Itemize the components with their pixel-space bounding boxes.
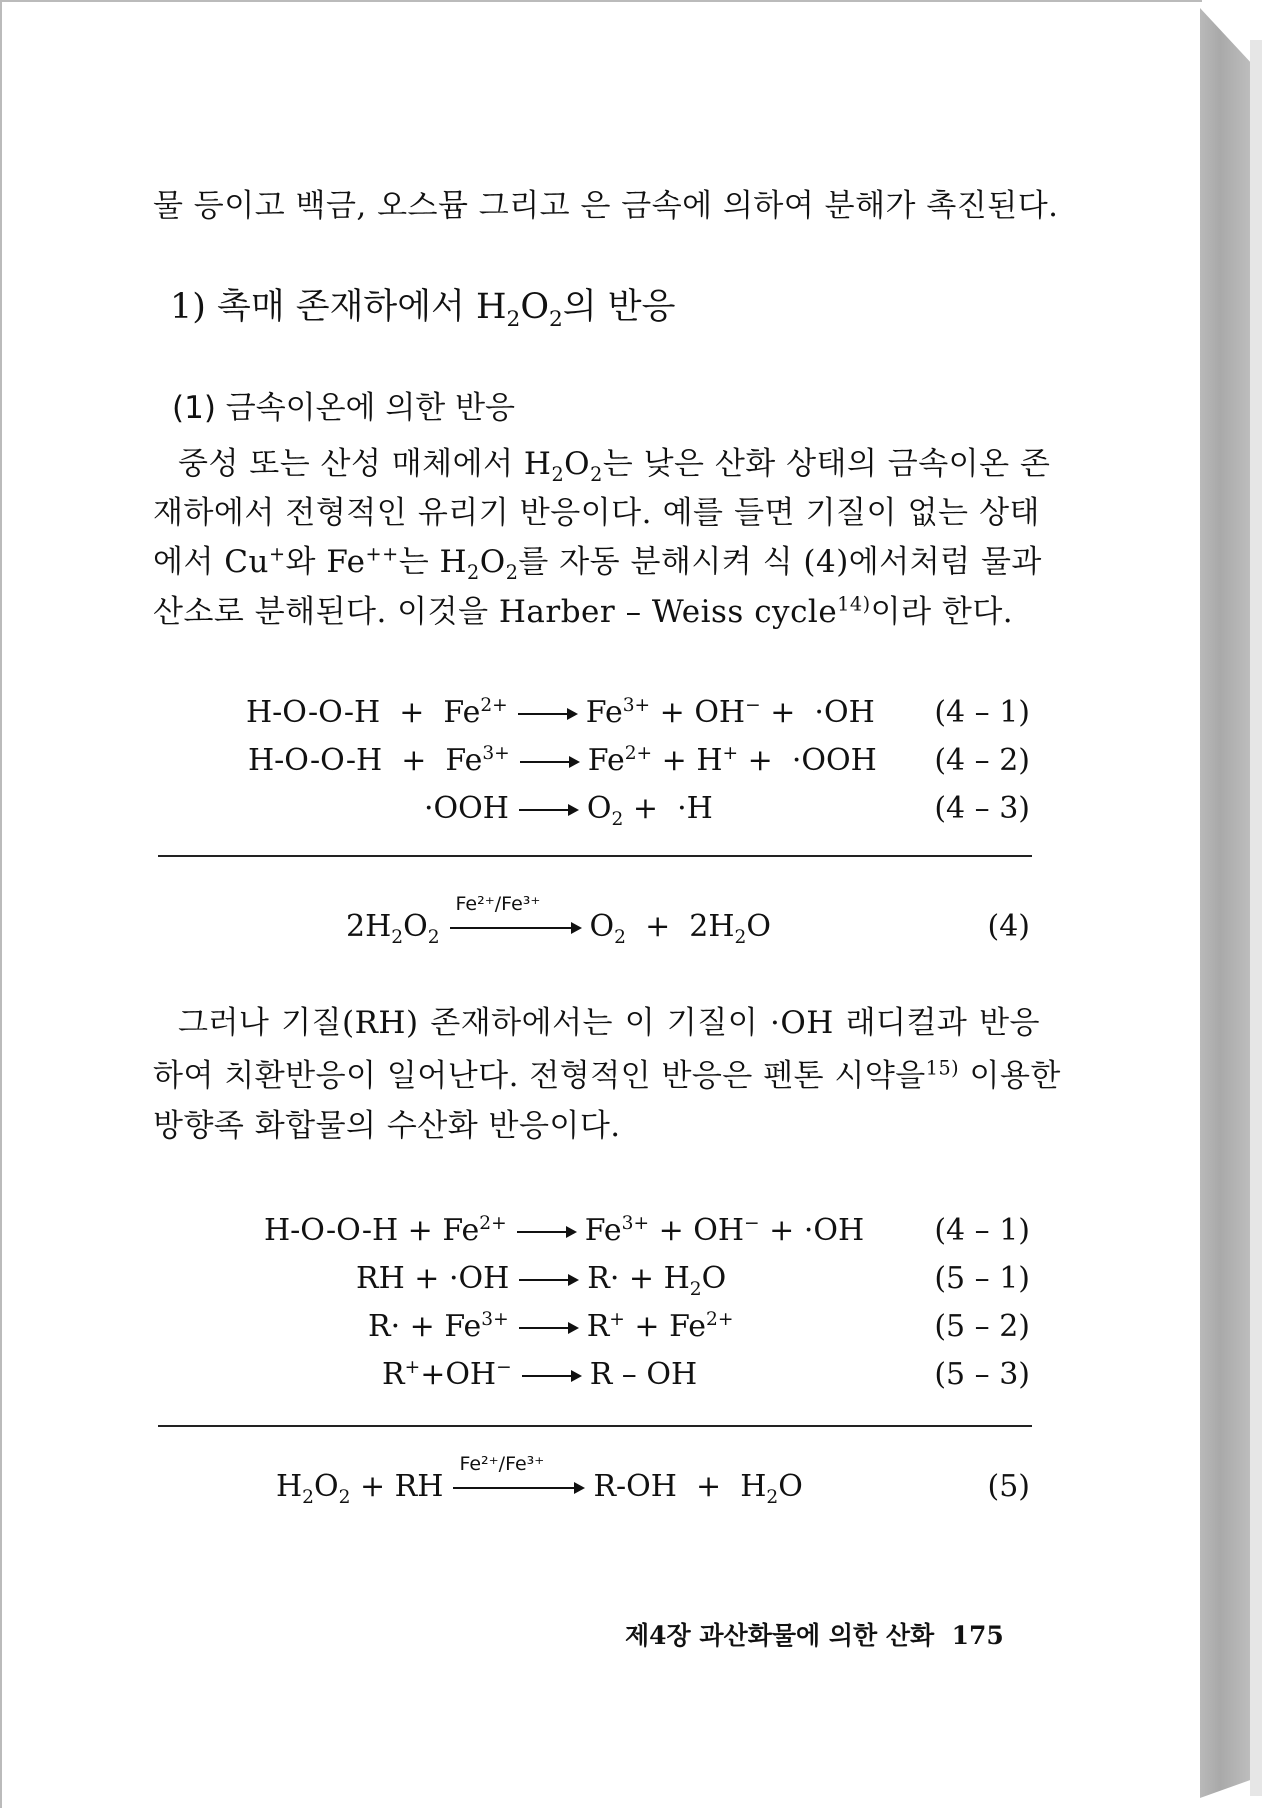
reaction-4-1: $H-O-O-H + Fe^{2+}$ $Fe^{3+} + OH^- + \cdot OH$: [246, 695, 875, 730]
footnote-ref: 15): [925, 1056, 960, 1080]
reaction-5-1: RH + ·OH $R\cdot + H_2O$: [356, 1261, 727, 1300]
reaction-arrow: [520, 761, 578, 763]
equation-number: (5 – 1): [934, 1261, 1030, 1296]
paragraph-1-line-3: 에서 Cu+와 Fe++는 $H_2O_2$를 자동 분해시켜 식 (4)에서처럼 물과: [153, 542, 1042, 585]
footnote-ref: 14): [837, 592, 871, 616]
catalyzed-arrow: [453, 1453, 583, 1489]
equation-number: (4 – 1): [934, 695, 1030, 730]
equation-number: (4 – 2): [934, 743, 1030, 778]
reaction-4-2: $H-O-O-H + Fe^{3+}$ $Fe^{2+} + H^+ + \cdot OOH$: [248, 743, 877, 778]
reaction-arrow: [517, 1231, 575, 1233]
catalyzed-arrow: [450, 893, 580, 929]
equation-number: (5 – 2): [934, 1309, 1030, 1344]
paragraph-1-line-4: 산소로 분해된다. 이것을 Harber – Weiss cycle$^{14)}$이라 한다.: [153, 592, 1014, 630]
reaction-arrow: [519, 1279, 577, 1281]
intro-line: [153, 186, 1059, 226]
section-heading: 1) 촉매 존재하에서 $H_2O_2$의 반응: [170, 287, 676, 332]
chapter-title: 제4장 과산화물에 의한 산화: [625, 1621, 935, 1650]
reaction-4-3: ·OOH $O_2 + \cdot H$: [424, 791, 713, 830]
reaction-4-1-repeat: $H-O-O-H + Fe^{2+}$ $Fe^{3+} + OH^- + \cdot OH$: [264, 1213, 865, 1248]
reaction-arrow: [519, 1327, 577, 1329]
equation-number: (4): [987, 909, 1030, 944]
catalyst-label: Fe²⁺/Fe³⁺: [459, 1453, 545, 1475]
reaction-5-3: R++OH− R – OH: [382, 1357, 698, 1392]
equation-number: (5 – 3): [934, 1357, 1030, 1392]
paragraph-1-line-1: 중성 또는 산성 매체에서 $H_2O_2$는 낮은 산화 상태의 금속이온 존: [178, 446, 1051, 487]
h2o2-formula: $H_2O_2$: [523, 446, 603, 487]
overall-reaction-4: $2H_2O_2$ Fe²⁺/Fe³⁺ $O_2 + 2H_2O$: [346, 893, 771, 948]
equation-number: (4 – 3): [934, 791, 1030, 826]
paragraph-2-line-3: 방향족 화합물의 수산화 반응이다.: [153, 1108, 621, 1144]
paragraph-1-line-2: 재하에서 전형적인 유리기 반응이다. 예를 들면 기질이 없는 상태: [153, 495, 1040, 531]
subsection-heading: (1) 금속이온에 의한 반응: [172, 390, 515, 426]
equation-number: (4 – 1): [934, 1213, 1030, 1248]
reaction-5-2: $R\cdot + Fe^{3+}$ $R^+ + Fe^{2+}$: [368, 1309, 734, 1344]
book-page-edge: [1200, 8, 1250, 1798]
page-number: 175: [951, 1621, 1004, 1650]
reaction-arrow: [518, 713, 576, 715]
reaction-arrow: [522, 1375, 580, 1377]
h2o2-formula: $H_2O_2$: [475, 287, 563, 332]
page-shadow: [1250, 40, 1262, 1796]
overall-reaction-5: $H_2O_2$ + RH Fe²⁺/Fe³⁺ $R-OH + H_2O$: [276, 1453, 803, 1508]
paragraph-2-line-1: 그러나 기질(RH) 존재하에서는 이 기질이 ·OH 래디컬과 반응: [178, 1005, 1040, 1041]
paragraph-2-line-2: 하여 치환반응이 일어난다. 전형적인 반응은 펜톤 시약을$^{15)}$ 이용한: [153, 1056, 1061, 1094]
page-footer: [625, 1620, 1004, 1652]
equation-number: (5): [987, 1469, 1030, 1504]
catalyst-label: Fe²⁺/Fe³⁺: [455, 893, 541, 915]
intro-text: 물 등이고 백금, 오스뮴 그리고 은 금속에 의하여 분해가 촉진된다.: [153, 188, 1059, 224]
sum-rule: [158, 1425, 1032, 1427]
reaction-arrow: [519, 809, 577, 811]
h2o2-formula: $H_2O_2$: [439, 544, 519, 585]
sum-rule: [158, 855, 1032, 857]
